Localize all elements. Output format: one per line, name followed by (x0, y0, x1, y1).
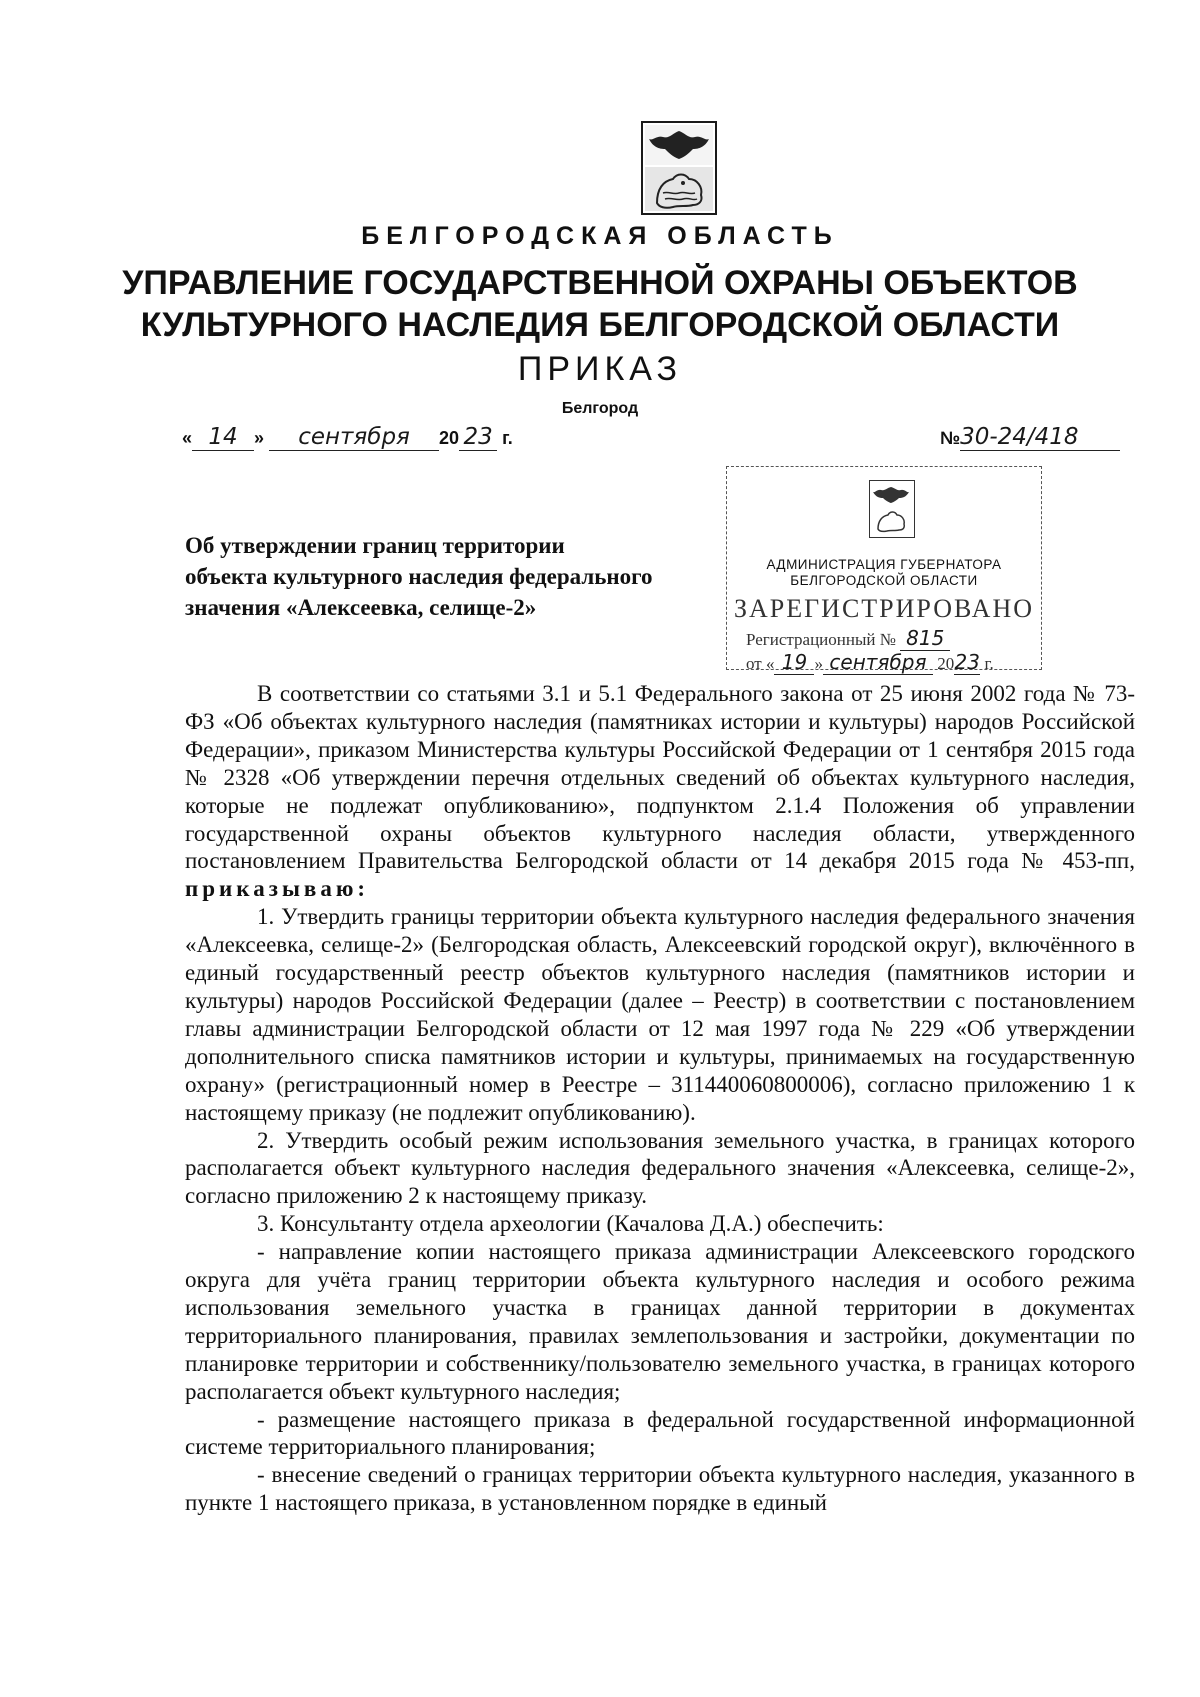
order-body (185, 680, 1135, 1517)
date-month-underline (269, 424, 439, 451)
date-day-underline (192, 424, 254, 451)
subject-line-2: объекта культурного наследия федерального (185, 564, 653, 589)
document-type: ПРИКАЗ (517, 350, 683, 388)
subject-line-1: Об утверждении границ территории (185, 533, 565, 558)
item-1-paragraph: 1. Утвердить границы территории объекта культурного наследия федерального значения «Алексеевка, селище-2» (Белгородская область, Алексеевский городской округ), включённого в единый государственный реестр объектов культурного наследия (памятников истории и культуры) народов Российской Федерации (далее – Реестр) в соответствии с постановлением главы администрации Белгородской области от 12 мая 1997 года № 229 «Об утверждении дополнительного списка памятников истории и культуры, принимаемых на государственную охрану» (регистрационный номер в Реестре – 311440060800006), согласно приложению 1 к настоящему приказу (не подлежит опубликованию). (185, 904, 1135, 1125)
preamble-text: В соответствии со статьями 3.1 и 5.1 Федерального закона от 25 июня 2002 года № 73-ФЗ «Об объектах культурного наследия (памятниках истории и культуры) народов Российской Федерации», приказом Министерства культуры Российской Федерации от 1 сентября 2015 года № 2328 «Об утверждении перечня отдельных сведений об объектах культурного наследия, которые не подлежат опубликованию», подпунктом 2.1.4 Положения об управлении государственной охраны объектов культурного наследия области, утвержденного постановлением Правительства Белгородской области от 14 декабря 2015 года № 453-пп, (185, 681, 1135, 874)
stamp-organization (726, 557, 1042, 589)
stamp-day-handwritten: 19 (781, 650, 808, 674)
stamp-reg-underline (900, 626, 950, 651)
order-number (940, 424, 1120, 451)
date-month-handwritten: сентября (298, 424, 410, 450)
order-subject (185, 530, 725, 623)
number-handwritten: 30-24/418 (960, 424, 1079, 450)
sub-item-2-paragraph: - размещение настоящего приказа в федеральной государственной информационной системе территориального планирования; (185, 1406, 1135, 1460)
stamp-coat-of-arms-icon (870, 481, 912, 535)
agency-name-line-2: КУЛЬТУРНОГО НАСЛЕДИЯ БЕЛГОРОДСКОЙ ОБЛАСТИ (140, 306, 1060, 344)
item-2-paragraph: 2. Утвердить особый режим использования земельного участка, в границах которого располагается объект культурного наследия федерального значения «Алексеевка, селище-2», согласно приложению 2 к настоящему приказу. (185, 1127, 1135, 1209)
date-year-prefix: 20 (439, 428, 460, 448)
stamp-month-handwritten: сентября (829, 650, 927, 674)
sub-item-1-paragraph: - направление копии настоящего приказа администрации Алексеевского городского округа для учёта границ территории объекта культурного наследия и особого режима использования земельного участка в границах данной территории в документах территориального планирования, правилах землепользования и застройки, документации по планировке территории и собственнику/пользователю земельного участка, в границах которого располагается объект культурного наследия; (185, 1239, 1135, 1404)
stamp-year-prefix: 20 (937, 654, 955, 673)
date-year-underline (459, 424, 497, 451)
order-word: приказываю: (185, 876, 370, 902)
stamp-year-handwritten: 23 (954, 650, 980, 674)
stamp-reg-number-handwritten: 815 (906, 626, 945, 650)
stamp-org-line-2: БЕЛГОРОДСКОЙ ОБЛАСТИ (790, 573, 978, 588)
stamp-status: ЗАРЕГИСТРИРОВАНО (734, 594, 1034, 623)
agency-name-line-1: УПРАВЛЕНИЕ ГОСУДАРСТВЕННОЙ ОХРАНЫ ОБЪЕКТОВ (122, 264, 1078, 302)
city-name: Белгород (561, 400, 639, 417)
order-date (182, 424, 513, 451)
date-year-handwritten: 23 (463, 424, 493, 450)
stamp-close-quote: » (814, 654, 823, 673)
stamp-org-line-1: АДМИНИСТРАЦИЯ ГУБЕРНАТОРА (766, 557, 1002, 572)
subject-line-3: значения «Алексеевка, селище-2» (185, 595, 537, 620)
stamp-month-underline (823, 650, 933, 675)
sub-item-3-paragraph: - внесение сведений о границах территории объекта культурного наследия, указанного в пункте 1 настоящего приказа, в установленном порядке в единый (185, 1462, 1135, 1516)
eagle-and-lion-icon (643, 123, 715, 213)
stamp-reg-label: Регистрационный № (746, 630, 896, 649)
stamp-emblem (869, 480, 915, 538)
stamp-from-label: от « (746, 654, 775, 673)
stamp-date (746, 650, 994, 675)
number-underline (960, 424, 1120, 451)
date-close-quote: » (254, 428, 265, 448)
agency-name (0, 262, 1200, 346)
item-3-paragraph: 3. Консультанту отдела археологии (Качалова Д.А.) обеспечить: (257, 1211, 884, 1237)
stamp-day-underline (774, 650, 814, 675)
stamp-year-underline (954, 650, 980, 675)
region-title: БЕЛГОРОДСКАЯ ОБЛАСТЬ (361, 222, 839, 250)
preamble-paragraph (185, 680, 1135, 903)
date-open-quote: « (182, 428, 193, 448)
stamp-registration-number (746, 626, 950, 651)
date-year-mark: г. (502, 428, 513, 448)
coat-of-arms-emblem (641, 121, 717, 215)
stamp-year-mark: г. (984, 654, 994, 673)
date-day-handwritten: 14 (208, 424, 238, 450)
number-label: № (940, 428, 961, 448)
